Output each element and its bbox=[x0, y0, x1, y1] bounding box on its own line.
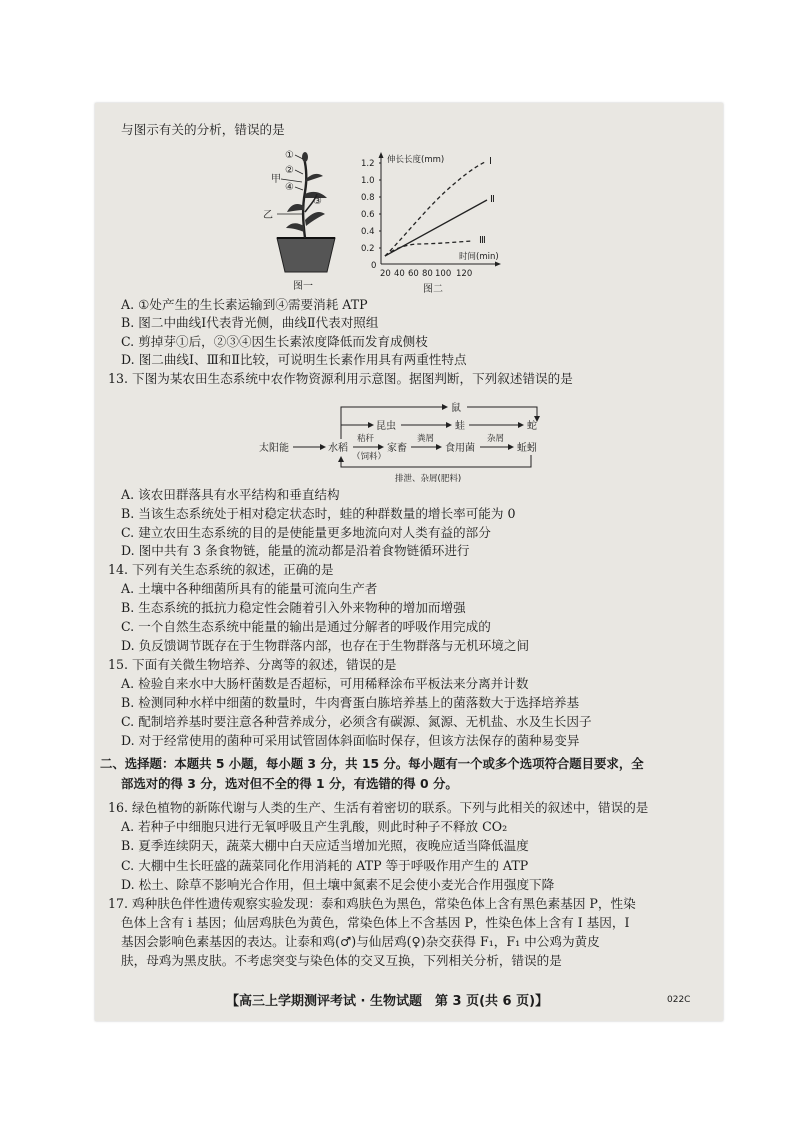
x-tick-60: 60 bbox=[408, 269, 419, 279]
curve-label-II: Ⅱ bbox=[490, 194, 495, 205]
fig2-xlabel: 时间(min) bbox=[459, 252, 499, 262]
fig1-label-1: ① bbox=[285, 150, 294, 161]
q16-option-b: B. 夏季连续阴天，蔬菜大棚中白天应适当增加光照，夜晚应适当降低温度 bbox=[121, 838, 529, 853]
node-sun: 太阳能 bbox=[259, 443, 289, 454]
q13-option-c: C. 建立农田生态系统的目的是使能量更多地流向对人类有益的部分 bbox=[121, 525, 491, 540]
q16-option-c: C. 大棚中生长旺盛的蔬菜同化作用消耗的 ATP 等于呼吸作用产生的 ATP bbox=[121, 858, 529, 873]
fig1-label-yi: 乙 bbox=[263, 210, 273, 221]
q15-option-d: D. 对于经常使用的菌种可采用试管固体斜面临时保存，但该方法保存的菌种易变异 bbox=[121, 733, 580, 748]
q17-line-3: 基因会影响色素基因的表达。让泰和鸡(♂)与仙居鸡(♀)杂交获得 F₁，F₁ 中公鸡为黄皮 bbox=[121, 934, 600, 949]
y-tick-1.2: 1.2 bbox=[361, 159, 375, 169]
page-footer: 【高三上学期测评考试 · 生物试题 第 3 页(共 6 页)】 bbox=[226, 994, 549, 1009]
curve-label-III: Ⅲ bbox=[479, 235, 486, 246]
q13-food-web-diagram bbox=[255, 395, 555, 485]
node-snake: 蛇 bbox=[527, 421, 537, 432]
q17-line-2: 色体上含有 i 基因；仙居鸡肤色为黄色，常染色体上不含基因 P，性染色体上含有 I 基因，I bbox=[121, 915, 630, 930]
y-tick-0.2: 0.2 bbox=[361, 244, 375, 254]
q15-option-b: B. 检测同种水样中细菌的数量时，牛肉膏蛋白胨培养基上的菌落数大于选择培养基 bbox=[121, 695, 580, 710]
figure-1-plant bbox=[255, 142, 350, 292]
label-feces: 粪屑 bbox=[417, 434, 435, 444]
q15-option-c: C. 配制培养基时要注意各种营养成分，必须含有碳源、氮源、无机盐、水及生长因子 bbox=[121, 714, 592, 729]
q13-option-a: A. 该农田群落具有水平结构和垂直结构 bbox=[121, 487, 340, 502]
fig2-caption: 图二 bbox=[423, 284, 443, 295]
y-tick-0: 0 bbox=[371, 261, 377, 271]
q14-stem: 14. 下列有关生态系统的叙述，正确的是 bbox=[108, 562, 334, 577]
paper-code: 022C bbox=[667, 995, 691, 1005]
fig2-ylabel: 伸长长度(mm) bbox=[387, 155, 445, 165]
q16-option-d: D. 松土、除草不影响光合作用，但土壤中氮素不足会使小麦光合作用强度下降 bbox=[121, 877, 555, 892]
x-tick-20: 20 bbox=[380, 269, 391, 279]
curve-label-I: I bbox=[489, 156, 492, 167]
q16-option-a: A. 若种子中细胞只进行无氧呼吸且产生乳酸，则此时种子不释放 CO₂ bbox=[121, 819, 508, 834]
q13-stem: 13. 下图为某农田生态系统中农作物资源利用示意图。据图判断，下列叙述错误的是 bbox=[108, 371, 573, 386]
q13-option-b: B. 当该生态系统处于相对稳定状态时，蛙的种群数量的增长率可能为 0 bbox=[121, 506, 516, 521]
section-2-instruction-line-1: 二、选择题：本题共 5 小题，每小题 3 分，共 15 分。每小题有一个或多个选项符合题目要求，全 bbox=[100, 756, 644, 771]
node-mushroom: 食用菌 bbox=[445, 443, 475, 454]
q16-stem: 16. 绿色植物的新陈代谢与人类的生产、生活有着密切的联系。下列与此相关的叙述中，错误的是 bbox=[108, 800, 649, 815]
y-tick-0.6: 0.6 bbox=[361, 210, 375, 220]
q14-option-c: C. 一个自然生态系统中能量的输出是通过分解者的呼吸作用完成的 bbox=[121, 619, 491, 634]
q17-line-4: 肤，母鸡为黑皮肤。不考虑突变与染色体的交叉互换，下列相关分析，错误的是 bbox=[121, 953, 562, 968]
q14-option-a: A. 土壤中各种细菌所具有的能量可流向生产者 bbox=[121, 581, 378, 596]
q13-option-d: D. 图中共有 3 条食物链，能量的流动都是沿着食物链循环进行 bbox=[121, 543, 470, 558]
node-frog: 蛙 bbox=[455, 421, 465, 432]
fig1-label-2: ② bbox=[285, 165, 294, 176]
section-2-instruction-line-2: 部选对的得 3 分，选对但不全的得 1 分，有选错的得 0 分。 bbox=[121, 776, 458, 791]
node-mouse: 鼠 bbox=[451, 403, 461, 414]
node-insect: 昆虫 bbox=[376, 421, 396, 432]
figure-2-growth-chart bbox=[355, 150, 515, 295]
label-debris: 杂屑 bbox=[487, 434, 505, 444]
q14-option-b: B. 生态系统的抵抗力稳定性会随着引入外来物种的增加而增强 bbox=[121, 600, 466, 615]
q14-option-d: D. 负反馈调节既存在于生物群落内部，也存在于生物群落与无机环境之间 bbox=[121, 638, 530, 653]
q15-option-a: A. 检验自来水中大肠杆菌数是否超标，可用稀释涂布平板法来分离并计数 bbox=[121, 676, 529, 691]
x-tick-100: 100 bbox=[435, 269, 452, 279]
q12-stem: 与图示有关的分析，错误的是 bbox=[121, 122, 285, 137]
fig1-label-jia: 甲 bbox=[271, 174, 281, 185]
fig1-label-3: ③ bbox=[313, 196, 322, 207]
label-fertilizer: 排泄、杂屑(肥料) bbox=[395, 474, 462, 484]
node-rice: 水稻 bbox=[328, 443, 348, 454]
x-tick-40: 40 bbox=[394, 269, 405, 279]
fig1-label-4: ④ bbox=[285, 182, 294, 193]
y-tick-0.8: 0.8 bbox=[361, 193, 375, 203]
q12-option-b: B. 图二中曲线Ⅰ代表背光侧，曲线Ⅱ代表对照组 bbox=[121, 315, 379, 330]
y-tick-0.4: 0.4 bbox=[361, 227, 375, 237]
x-tick-120: 120 bbox=[456, 269, 473, 279]
node-earthworm: 蚯蚓 bbox=[517, 443, 537, 454]
q12-option-c: C. 剪掉芽①后，②③④因生长素浓度降低而发育成侧枝 bbox=[121, 334, 428, 349]
label-straw: 秸秆 bbox=[357, 434, 375, 444]
fig1-caption: 图一 bbox=[293, 281, 313, 292]
y-tick-1.0: 1.0 bbox=[361, 176, 375, 186]
label-feed: （饲料） bbox=[352, 452, 387, 462]
q17-line-1: 17. 鸡种肤色伴性遗传观察实验发现：泰和鸡肤色为黑色，常染色体上含有黑色素基因 P，性染 bbox=[108, 896, 636, 911]
x-tick-80: 80 bbox=[422, 269, 433, 279]
q15-stem: 15. 下面有关微生物培养、分离等的叙述，错误的是 bbox=[108, 657, 397, 672]
q12-option-a: A. ①处产生的生长素运输到④需要消耗 ATP bbox=[121, 297, 368, 312]
node-livestock: 家畜 bbox=[387, 443, 407, 454]
q12-option-d: D. 图二曲线Ⅰ、Ⅲ和Ⅱ比较，可说明生长素作用具有两重性特点 bbox=[121, 352, 467, 367]
